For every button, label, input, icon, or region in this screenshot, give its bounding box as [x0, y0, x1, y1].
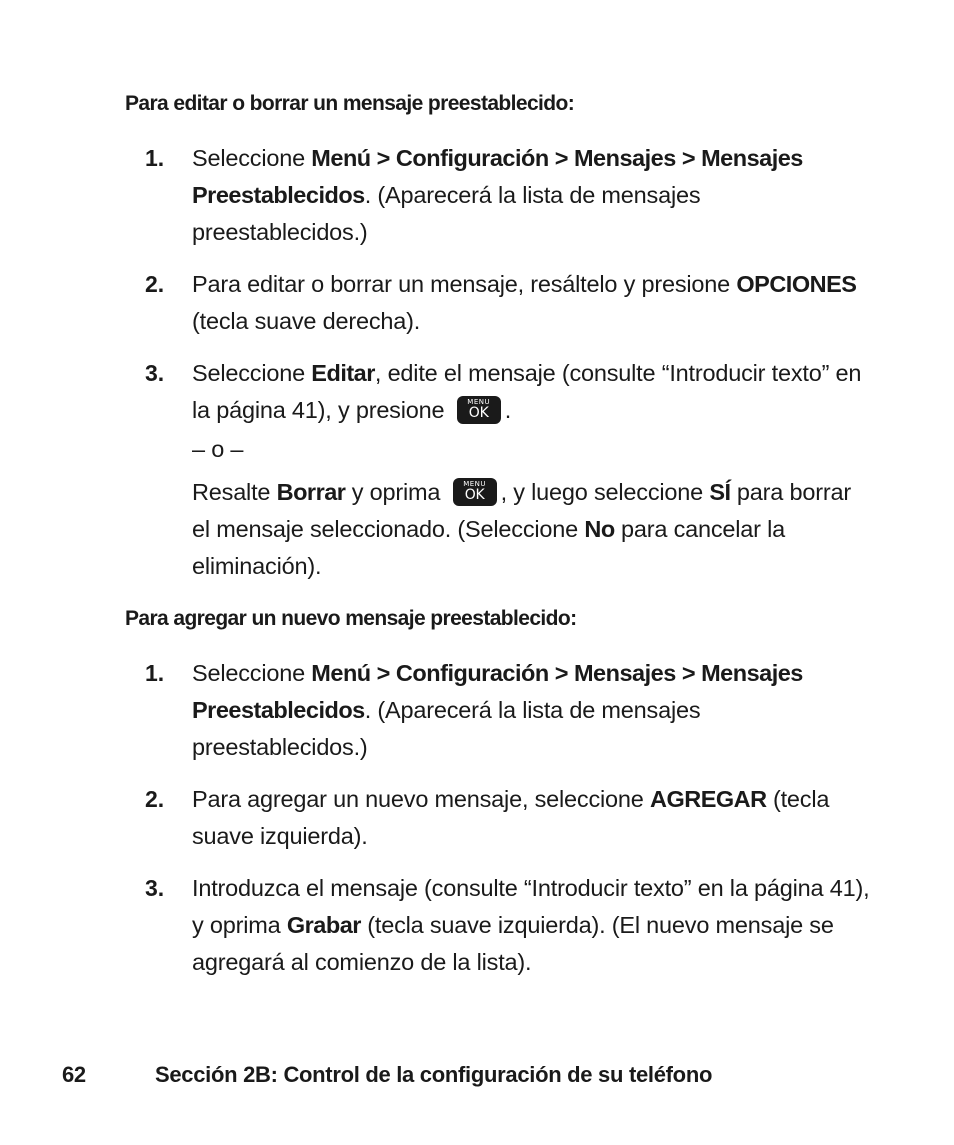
step-text: Seleccione Editar, edite el mensaje (consulte “Introducir texto” en la página 41), y presione MENU OK . – o – Resalte Borrar y oprima MENU OK , y luego seleccione SÍ para borrar el mensaje seleccionado. (Seleccione No para cancelar la eliminación). [192, 355, 872, 585]
softkey-label: AGREGAR [649, 786, 767, 812]
step-number: 3. [145, 875, 165, 901]
page-number: 62 [62, 1062, 86, 1087]
step-number: 2. [145, 271, 165, 297]
section-heading-edit: Para editar o borrar un mensaje preestablecido: [125, 92, 575, 115]
step-text: Seleccione Menú > Configuración > Mensajes > Mensajes Preestablecidos. (Aparecerá la lista de mensajes preestablecidos.) [192, 660, 803, 760]
step-number: 1. [145, 145, 165, 171]
option-label: No [584, 516, 615, 542]
section-heading-add: Para agregar un nuevo mensaje preestablecido: [125, 607, 577, 630]
option-label: SÍ [709, 479, 731, 505]
step-text: Introduzca el mensaje (consulte “Introducir texto” en la página 41), y oprima Grabar (tecla suave izquierda). (El nuevo mensaje se agregará al comienzo de la lista). [192, 875, 870, 975]
option-label: Borrar [276, 479, 346, 505]
step-text: Seleccione Menú > Configuración > Mensajes > Mensajes Preestablecidos. (Aparecerá la lista de mensajes preestablecidos.) [192, 145, 803, 245]
menu-path: Menú > Configuración > Mensajes > Mensajes Preestablecidos [192, 145, 803, 208]
step-text: Para editar o borrar un mensaje, resáltelo y presione OPCIONES (tecla suave derecha). [192, 271, 857, 334]
menu-ok-key-icon: MENU OK [453, 478, 497, 506]
footer-section-title: Sección 2B: Control de la configuración de su teléfono [155, 1062, 713, 1087]
step-number: 2. [145, 786, 165, 812]
softkey-label: OPCIONES [736, 271, 857, 297]
step-number: 3. [145, 360, 165, 386]
softkey-label: Grabar [286, 912, 361, 938]
or-separator: – o – [192, 436, 244, 462]
menu-ok-key-icon: MENU OK [457, 396, 501, 424]
menu-path: Menú > Configuración > Mensajes > Mensajes Preestablecidos [192, 660, 803, 723]
option-label: Editar [311, 360, 375, 386]
step-number: 1. [145, 660, 165, 686]
step-text: Para agregar un nuevo mensaje, seleccione AGREGAR (tecla suave izquierda). [192, 786, 830, 849]
